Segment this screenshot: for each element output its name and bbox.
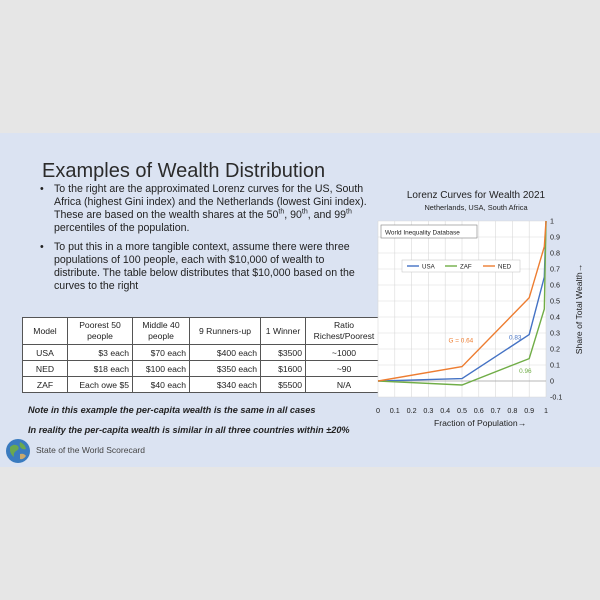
table-cell: Each owe $5 [68,377,133,393]
x-tick-label: 1 [544,406,548,415]
legend-label: ZAF [460,263,472,271]
y-tick-label: 0.9 [550,232,560,242]
table-row [23,345,383,361]
slide [0,133,600,467]
bullet-text: , and 99 [307,209,347,221]
bullet-item [40,241,370,293]
bullet-text: To the right are the approximated Lorenz curves for the US, South Africa (highest Gini index) and the Netherlands (lowest Gini index). These are based on the wealth shares at the 50 [54,183,367,221]
y-tick-label: 0.7 [550,264,560,274]
note-text: In reality the per-capita wealth is similar in all three countries within ±20% [28,425,350,435]
y-tick-label: -0.1 [550,392,563,402]
globe-icon [5,438,31,464]
x-tick-labels [376,406,548,415]
table-cell: ~90 [306,361,383,377]
slide-title: Examples of Wealth Distribution [42,160,326,183]
x-tick-label: 0 [376,406,380,415]
table-cell: $100 each [133,361,190,377]
bullet-item [40,183,370,235]
wealth-table [22,317,383,393]
annotation-label: 0.96 [519,368,532,375]
table-cell: $3500 [261,345,306,361]
table-cell: N/A [306,377,383,393]
table-cell: USA [23,345,68,361]
y-tick-labels [550,217,562,402]
table-header-row [23,318,383,345]
superscript: th [346,208,352,216]
y-tick-label: 0.6 [550,280,560,290]
x-tick-label: 0.6 [473,406,484,415]
footer-text: State of the World Scorecard [36,445,145,455]
y-tick-label: 0.1 [550,360,560,370]
x-tick-label: 0.3 [423,406,434,415]
x-axis-label: Fraction of Population→ [434,418,527,428]
table-cell: $18 each [68,361,133,377]
annotation-label: 0.83 [509,334,522,342]
table-header-cell: 1 Winner [261,318,306,345]
x-tick-label: 0.7 [490,406,501,415]
table-cell: $1600 [261,361,306,377]
x-tick-label: 0.1 [389,406,400,415]
y-tick-label: 0.2 [550,344,560,354]
lorenz-chart [372,183,597,428]
bullet-text: , 90 [284,209,302,221]
legend-label: USA [422,263,435,271]
annotation-label: G = 0.64 [448,337,474,345]
y-tick-label: 0.5 [550,296,560,306]
y-tick-label: 0.4 [550,312,560,322]
x-tick-label: 0.5 [457,406,467,415]
table-header-cell: Ratio Richest/Poorest [306,318,383,345]
table-row [23,377,383,393]
y-tick-label: 0 [550,376,554,386]
table-cell: $400 each [190,345,261,361]
y-axis-label: Share of Total Wealth→ [574,263,584,355]
superscript: th [278,208,285,216]
table-cell: $70 each [133,345,190,361]
table-header-cell: Middle 40 people [133,318,190,345]
bullet-list [40,183,370,299]
table-cell: $340 each [190,377,261,393]
table-header-cell: Model [23,318,68,345]
x-tick-label: 0.8 [507,406,518,415]
legend-label: NED [498,263,512,271]
bullet-text: To put this in a more tangible context, assume there were three populations of 100 people, each with $10,000 of wealth to distribute. The table below distributes that $10,000 based on the curves to the right [54,241,355,292]
x-tick-label: 0.4 [440,406,451,415]
x-tick-label: 0.9 [524,406,535,415]
table-cell: ~1000 [306,345,383,361]
table-cell: $350 each [190,361,261,377]
superscript: th [301,208,308,216]
table-cell: $40 each [133,377,190,393]
y-tick-label: 1 [550,216,554,226]
table-row [23,361,383,377]
source-box-text: World Inequality Database [385,229,460,237]
table-cell: $3 each [68,345,133,361]
y-tick-label: 0.8 [550,248,560,258]
y-tick-label: 0.3 [550,328,560,338]
note-text: Note in this example the per-capita wealth is the same in all cases [28,405,316,415]
table-cell: ZAF [23,377,68,393]
x-tick-label: 0.2 [406,406,417,415]
bullet-text: percentiles of the population. [54,222,190,234]
chart-subtitle: Netherlands, USA, South Africa [424,203,528,212]
table-header-cell: 9 Runners-up [190,318,261,345]
chart-title: Lorenz Curves for Wealth 2021 [406,190,546,201]
table-cell: NED [23,361,68,377]
table-cell: $5500 [261,377,306,393]
table-header-cell: Poorest 50 people [68,318,133,345]
